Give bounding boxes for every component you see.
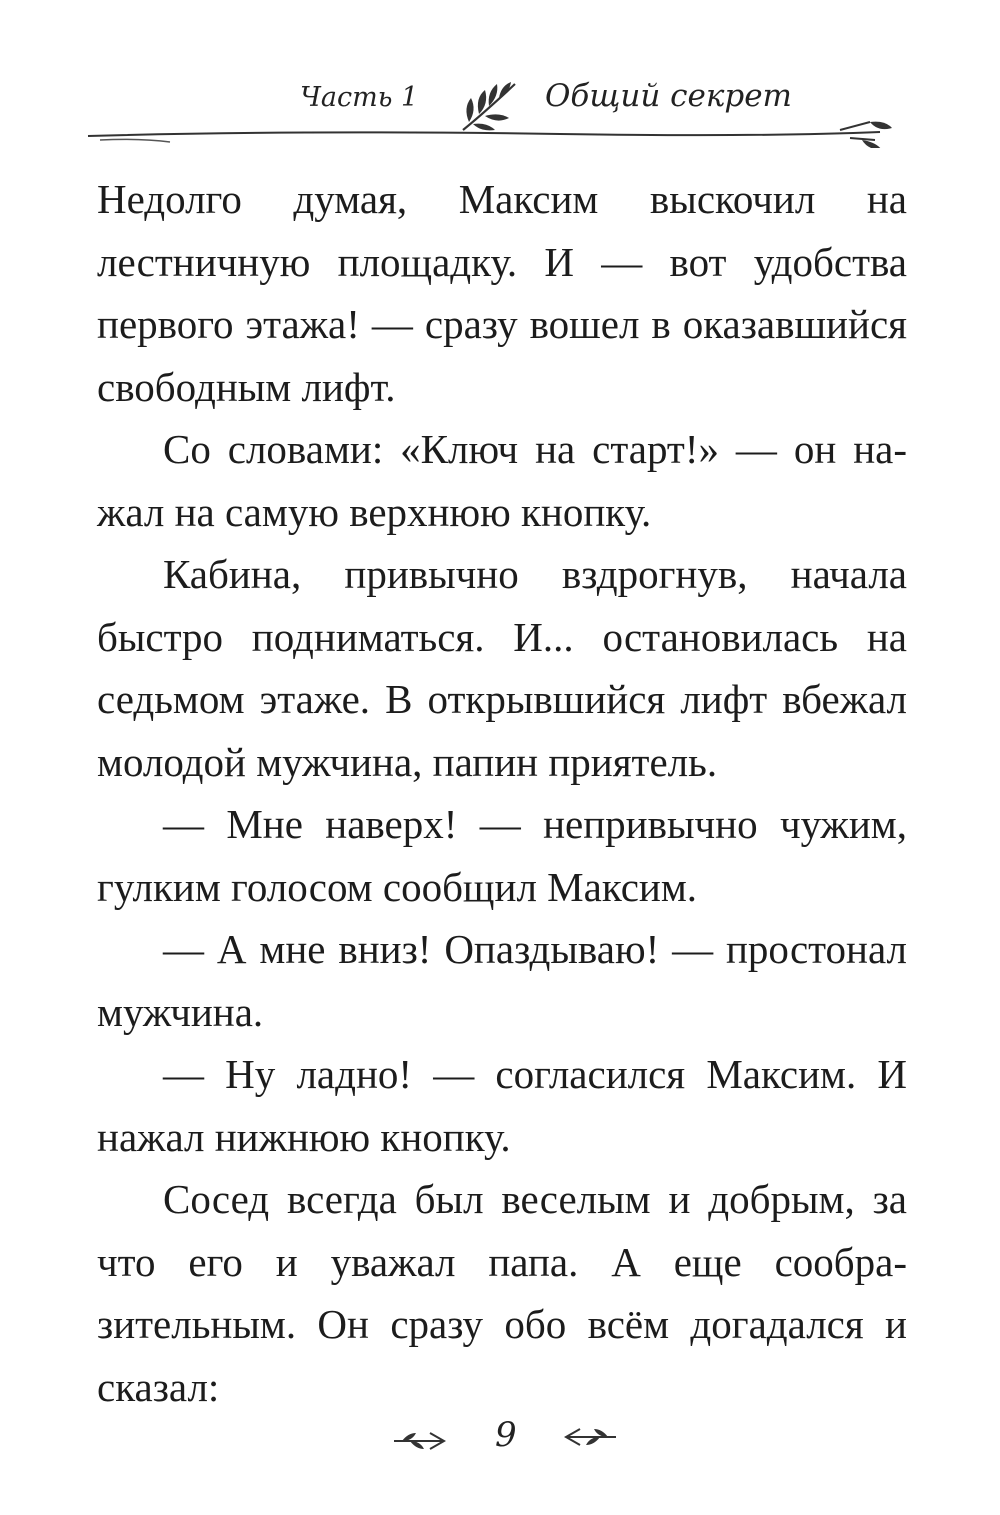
paragraph: Кабина, привычно вздрогнув, начала быстро подниматься. И... остановилась на седьмом этаже. В открывшийся лифт вбежал молодой мужчина, папин приятель. <box>97 551 907 785</box>
arrow-leaf-right-icon <box>390 1425 450 1455</box>
running-header <box>0 78 1000 148</box>
paragraph: — А мне вниз! Опаздываю! — простонал мужчина. <box>97 926 907 1035</box>
header-chapter-title: Общий секрет <box>545 78 792 114</box>
paragraph: — Мне наверх! — непривычно чужим, гулким голосом сообщил Максим. <box>97 801 907 910</box>
paragraph: Со словами: «Ключ на старт!» — он нажал на самую верхнюю кнопку. <box>97 426 907 535</box>
paragraph: Сосед всегда был веселым и добрым, за что его и уважал папа. А еще сообразительным. Он сразу обо всём догадался и сказал: <box>97 1176 907 1410</box>
page-number: 9 <box>495 1415 517 1455</box>
page-body <box>97 168 907 1418</box>
page-footer <box>0 1415 1000 1465</box>
header-part-label: Часть 1 <box>300 82 419 113</box>
paragraph: Недолго думая, Максим выскочил на лестничную площадку. И — вот удобства первого этажа! — сразу вошел в оказавшийся свободным лифт. <box>97 176 907 410</box>
paragraph: — Ну ладно! — согласился Максим. И нажал нижнюю кнопку. <box>97 1051 907 1160</box>
leaf-branch-icon <box>455 78 525 134</box>
arrow-leaf-left-icon <box>560 1421 620 1451</box>
